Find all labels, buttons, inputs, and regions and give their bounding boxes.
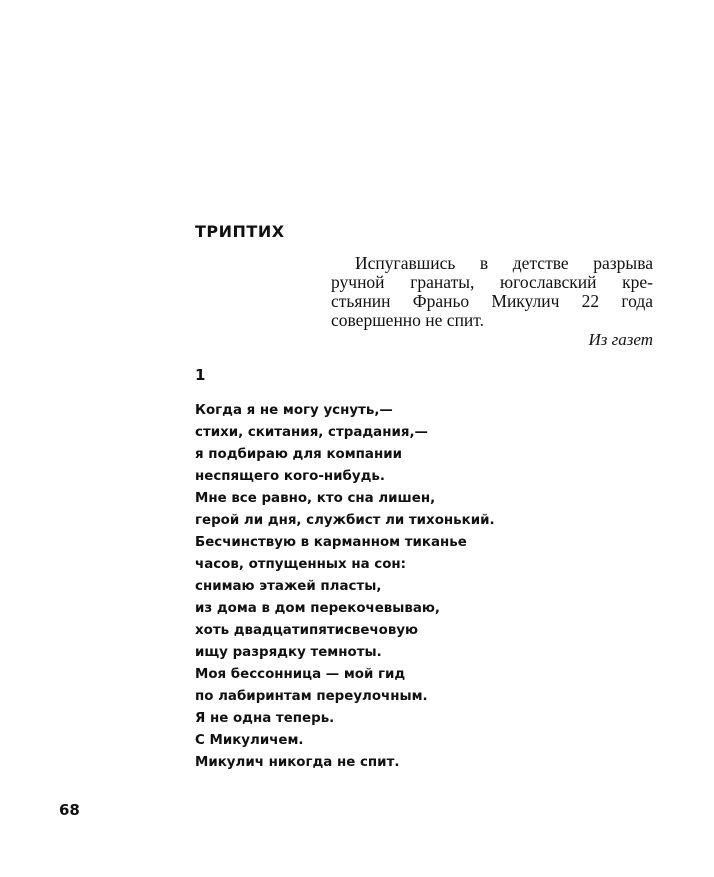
poem-line: С Микуличем. (195, 733, 304, 748)
page-number: 68 (59, 801, 80, 819)
poem-line: Мне все равно, кто сна лишен, (195, 491, 436, 506)
poem-line: по лабиринтам переулочным. (195, 689, 428, 704)
poem-line: снимаю этажей пласты, (195, 579, 382, 594)
section-number: 1 (195, 366, 206, 384)
epigraph-line: совершенно не спит. (331, 310, 485, 330)
poem-line: часов, отпущенных на сон: (195, 557, 407, 572)
epigraph-source: Из газет (588, 330, 653, 349)
poem-line: стихи, скитания, страдания,— (195, 425, 428, 440)
poem-body (195, 400, 495, 774)
poem-line: герой ли дня, службист ли тихонький. (195, 513, 495, 528)
epigraph-line: стьянин Франьо Микулич 22 года (331, 291, 653, 311)
epigraph (331, 254, 653, 330)
poem-line: Когда я не могу уснуть,— (195, 403, 393, 418)
poem-line: ищу разрядку темноты. (195, 645, 382, 660)
epigraph-line: Испугавшись в детстве разрыва (355, 253, 653, 273)
poem-line: неспящего кого-нибудь. (195, 469, 385, 484)
poem-line: из дома в дом перекочевываю, (195, 601, 441, 616)
epigraph-line: ручной гранаты, югославский кре- (331, 272, 653, 292)
poem-line: Бесчинствую в карманном тиканье (195, 535, 467, 550)
poem-line: хоть двадцатипятисвечовую (195, 623, 419, 638)
poem-title: ТРИПТИХ (195, 222, 285, 241)
poem-line: я подбираю для компании (195, 447, 402, 462)
poem-line: Я не одна теперь. (195, 711, 335, 726)
poem-line: Микулич никогда не спит. (195, 755, 400, 770)
poem-line: Моя бессонница — мой гид (195, 667, 406, 682)
